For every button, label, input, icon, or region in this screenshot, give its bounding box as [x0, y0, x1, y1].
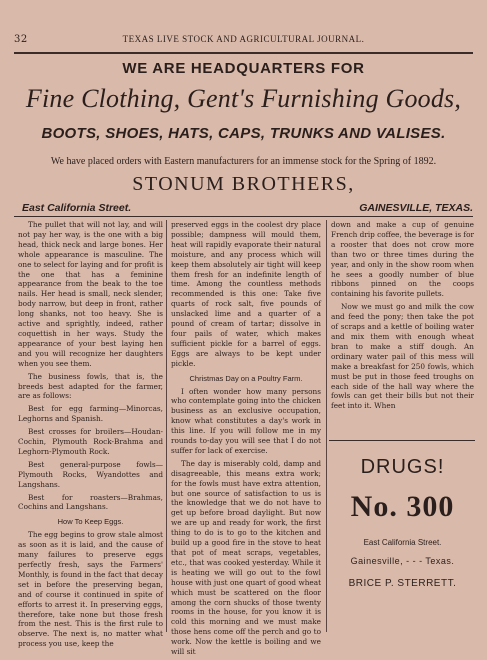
- article-paragraph: Now we must go and milk the cow and feed the pony; then take the pot of scraps and a kettle of boiling water and mix them with enough wheat bran to make a stiff dough. An ordinary water pail of this mess will make a breakfast for 250 fowls, which must be put in those feed troughs on each side of the hall way where the fowls can get their bills but not their feet into it. When: [331, 302, 474, 411]
- article-paragraph: Best for roasters—Brahmas, Cochins and Langshans.: [18, 492, 163, 512]
- drugs-city: Gainesville, - - - Texas.: [350, 556, 455, 566]
- ad-firm-name: STONUM BROTHERS,: [132, 173, 355, 195]
- column-rule-2: [326, 220, 327, 632]
- article-paragraph: preserved eggs in the coolest dry place possible; dampness will mould them, heat will rapidly evaporate their natural moisture, and any process which will keep them absolutely air tight will keep them fresh for an indefinite length of time. Among the countless methods recommended is this one: Take five quarts of rock salt, five pounds of unslacked lime and a quarter of a pound of cream of tartar; dissolve in four pails of water, which makes sufficient pickle for a barrel of eggs. Eggs are always to be kept under pickle.: [171, 220, 321, 368]
- drugs-proprietor: BRICE P. STERRETT.: [348, 578, 457, 589]
- article-paragraph: I often wonder how many persons who contemplate going into the chicken business as an exclusive occupation, know what constitutes a day's work in this line. If you will follow me in my rounds to-day you will see that I do not suffer for lack of exercise.: [171, 386, 321, 455]
- ad-street: East California Street.: [22, 202, 132, 214]
- drugs-title: DRUGS!: [360, 456, 445, 478]
- column-3: [331, 220, 474, 414]
- ad-city: GAINESVILLE, TEXAS.: [359, 202, 473, 214]
- article-paragraph: Best crosses for broilers—Houdan-Cochin, Plymouth Rock-Brahma and Leghorn-Plymouth Rock.: [18, 427, 163, 456]
- drugs-number: No. 300: [350, 490, 455, 523]
- ad-orders-line: We have placed orders with Eastern manufacturers for an immense stock for the Spring of 1892.: [50, 156, 437, 167]
- article-paragraph: down and make a cup of genuine French drip coffee, the beverage is for a rooster that does not crow more than two or three times during the year, and only in the show room when he sees a goodly number of blue ribbons pinned on the coops containing his favorite pullets.: [331, 220, 474, 299]
- ad-headline: WE ARE HEADQUARTERS FOR: [122, 60, 365, 77]
- drugs-street: East California Street.: [363, 538, 442, 547]
- article-paragraph: The pullet that will not lay, and will not pay her way, is the one with a big head, thick neck and large bones. Her whole appearance is masculine. The one to select for laying and for profit is the one that has a feminine appearance from the beak to the toe nails. Her head is small, neck slender, body narrow, but deep in front, rather long shanks, not too heavy. She is active and sprightly, indeed, rather coquettish in her ways. Study the appearance of your best laying hen and you will recognize her daughters when you see them.: [18, 220, 163, 368]
- article-paragraph: Best general-purpose fowls—Plymouth Rocks, Wyandottes and Langshans.: [18, 459, 163, 489]
- article-heading: How To Keep Eggs.: [57, 517, 124, 527]
- running-header: [14, 28, 473, 50]
- drugs-ad: [331, 440, 474, 630]
- article-paragraph: The egg begins to grow stale almost as soon as it is laid, and the cause of many failures to preserve eggs perfectly fresh, says the Farmers' Monthly, is found in the fact that decay set in before the preserving began, and of course it continued in spite of efforts to arrest it. In preserving eggs, therefore, take none but those fresh from the nest. This is the first rule to observe. The next is, no matter what process you use, keep the: [18, 530, 163, 649]
- ad-boots-line: BOOTS, SHOES, HATS, CAPS, TRUNKS AND VALISES.: [41, 125, 446, 142]
- article-paragraph: Best for egg farming—Minorcas, Leghorns and Spanish.: [18, 404, 163, 424]
- stonum-brothers-ad: [14, 55, 473, 235]
- ad-script-line: Fine Clothing, Gent's Furnishing Goods,: [25, 84, 462, 113]
- column-1: [18, 220, 163, 652]
- column-2: [171, 220, 321, 660]
- article-heading: Christmas Day on a Poultry Farm.: [189, 373, 303, 383]
- article-paragraph: The day is miserably cold, damp and disagreeable, this means extra work; for the fowls must have extra attention, but one source of satisfaction to us is the knowledge that we do not have to get up before broad daylight. But now we are up and ready for work, the first thing to do is to go to the kitchen and build up a good fire in the stove to heat that pot of meat scraps, vegetables, etc., that was cooked yesterday. While it is heating we will go out to the fowl house with just one quart of good wheat which must be scattered on the floor among the corn shucks of those twenty rooms in the house, for you know it is cold this morning and we must make those hens come off the perch and go to work. Now the kettle is boiling and we will sit: [171, 458, 321, 657]
- article-paragraph: The business fowls, that is, the breeds best adapted for the farmer, are as follows:: [18, 371, 163, 401]
- journal-title: TEXAS LIVE STOCK AND AGRICULTURAL JOURNAL.: [122, 34, 365, 44]
- column-rule-1: [166, 220, 167, 632]
- header-rule: [14, 52, 473, 54]
- ad-bottom-rule: [14, 216, 473, 217]
- page-number: 32: [14, 33, 28, 45]
